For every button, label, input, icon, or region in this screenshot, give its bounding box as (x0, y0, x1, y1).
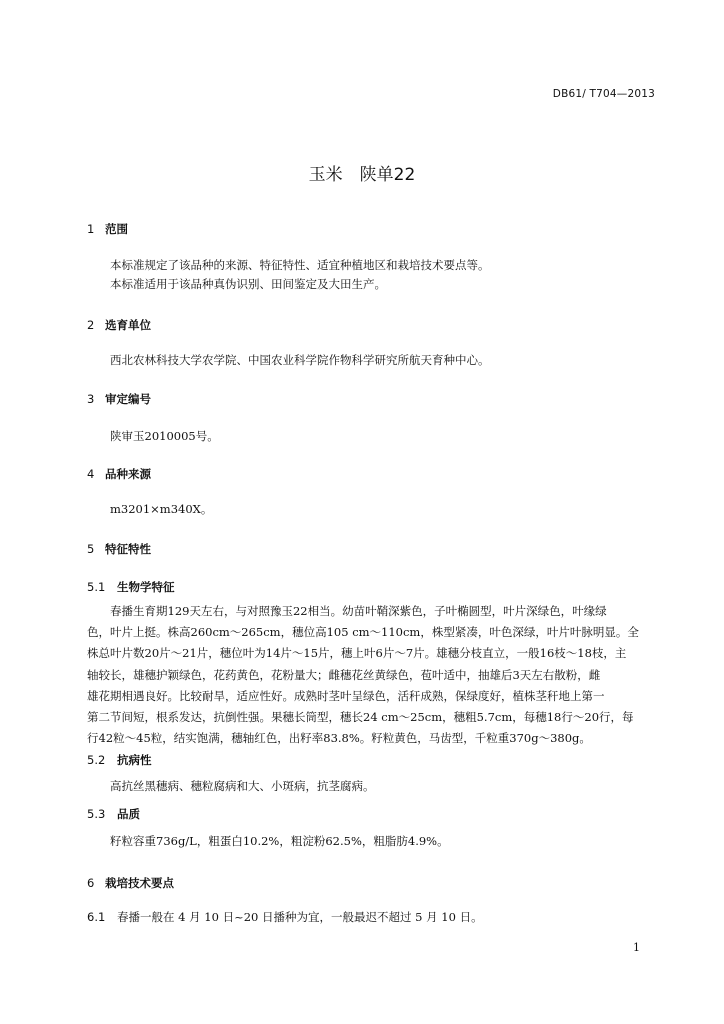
subsection-6-1 (87, 909, 483, 925)
section-number: 5 (87, 542, 95, 556)
section-number: 6 (87, 876, 95, 890)
paragraph-line: 色，叶片上挺。株高260cm～265cm，穗位高105 cm～110cm，株型紧凑，叶色深绿，叶片叶脉明显。全 (87, 625, 639, 640)
disease-resistance-text: 高抗丝黑穗病、穗粒腐病和大、小斑病，抗茎腐病。 (110, 779, 375, 793)
section-number: 5.3 (87, 807, 106, 821)
paragraph-line: 株总叶片数20片～21片，穗位叶为14片～15片，穗上叶6片～7片。雄穗分枝直立，一般16枝～18枝，主 (87, 646, 627, 661)
section-number: 6.1 (87, 910, 106, 924)
section-title: 特征特性 (105, 542, 151, 556)
scope-line-1: 本标准规定了该品种的来源、特征特性、适宜种植地区和栽培技术要点等。 (110, 258, 490, 272)
section-number: 4 (87, 467, 95, 481)
origin-text: m3201×m340X。 (110, 502, 213, 516)
section-number: 2 (87, 318, 95, 332)
section-title: 审定编号 (105, 392, 151, 406)
section-title: 生物学特征 (117, 580, 175, 594)
section-heading-5 (87, 541, 151, 557)
subsection-heading-5-2 (87, 752, 152, 768)
section-title: 品质 (117, 807, 140, 821)
section-title: 抗病性 (117, 753, 152, 767)
section-heading-4 (87, 466, 151, 482)
page-number: 1 (633, 941, 640, 954)
document-title: 玉米 陕单22 (308, 165, 416, 185)
paragraph-line: 第二节间短，根系发达，抗倒性强。果穗长筒型，穗长24 cm～25cm，穗粗5.7cm，每穗18行～20行，每 (87, 710, 634, 725)
section-title: 品种来源 (105, 467, 151, 481)
section-title: 范围 (105, 222, 128, 236)
scope-line-2: 本标准适用于该品种真伪识别、田间鉴定及大田生产。 (110, 277, 386, 291)
paragraph-line: 雄花期相遇良好。比较耐旱，适应性好。成熟时茎叶呈绿色，活秆成熟，保绿度好，植株茎秆地上第一 (87, 688, 605, 703)
quality-text: 籽粒容重736g/L，粗蛋白10.2%，粗淀粉62.5%，粗脂肪4.9%。 (110, 834, 449, 848)
paragraph-line: 轴较长，雄穗护颖绿色，花药黄色，花粉量大；雌穗花丝黄绿色，苞叶适中，抽雄后3天左右散粉，雌 (87, 667, 601, 682)
section-heading-2 (87, 317, 151, 333)
approval-number-text: 陕审玉2010005号。 (110, 429, 219, 443)
section-heading-3 (87, 391, 151, 407)
section-number: 5.1 (87, 580, 106, 594)
standard-code: DB61/ T704—2013 (552, 88, 655, 100)
section-heading-6 (87, 875, 174, 891)
paragraph-line: 行42粒～45粒，结实饱满，穗轴红色，出籽率83.8%。籽粒黄色，马齿型，千粒重370g～380g。 (87, 731, 591, 746)
section-number: 1 (87, 222, 95, 236)
breeder-text: 西北农林科技大学农学院、中国农业科学院作物科学研究所航天育种中心。 (110, 353, 490, 367)
section-number: 5.2 (87, 753, 106, 767)
subsection-heading-5-1 (87, 579, 175, 595)
subsection-heading-5-3 (87, 806, 140, 822)
section-title: 栽培技术要点 (105, 876, 174, 890)
paragraph-line: 春播生育期129天左右，与对照豫玉22相当。幼苗叶鞘深紫色，子叶椭圆型，叶片深绿色，叶缘绿 (110, 604, 607, 618)
section-title: 选育单位 (105, 318, 151, 332)
section-heading-1 (87, 221, 128, 237)
biological-traits-paragraph (87, 601, 657, 749)
section-number: 3 (87, 392, 95, 406)
sowing-text: 春播一般在 4 月 10 日~20 日播种为宜，一般最迟不超过 5 月 10 日。 (117, 910, 483, 924)
